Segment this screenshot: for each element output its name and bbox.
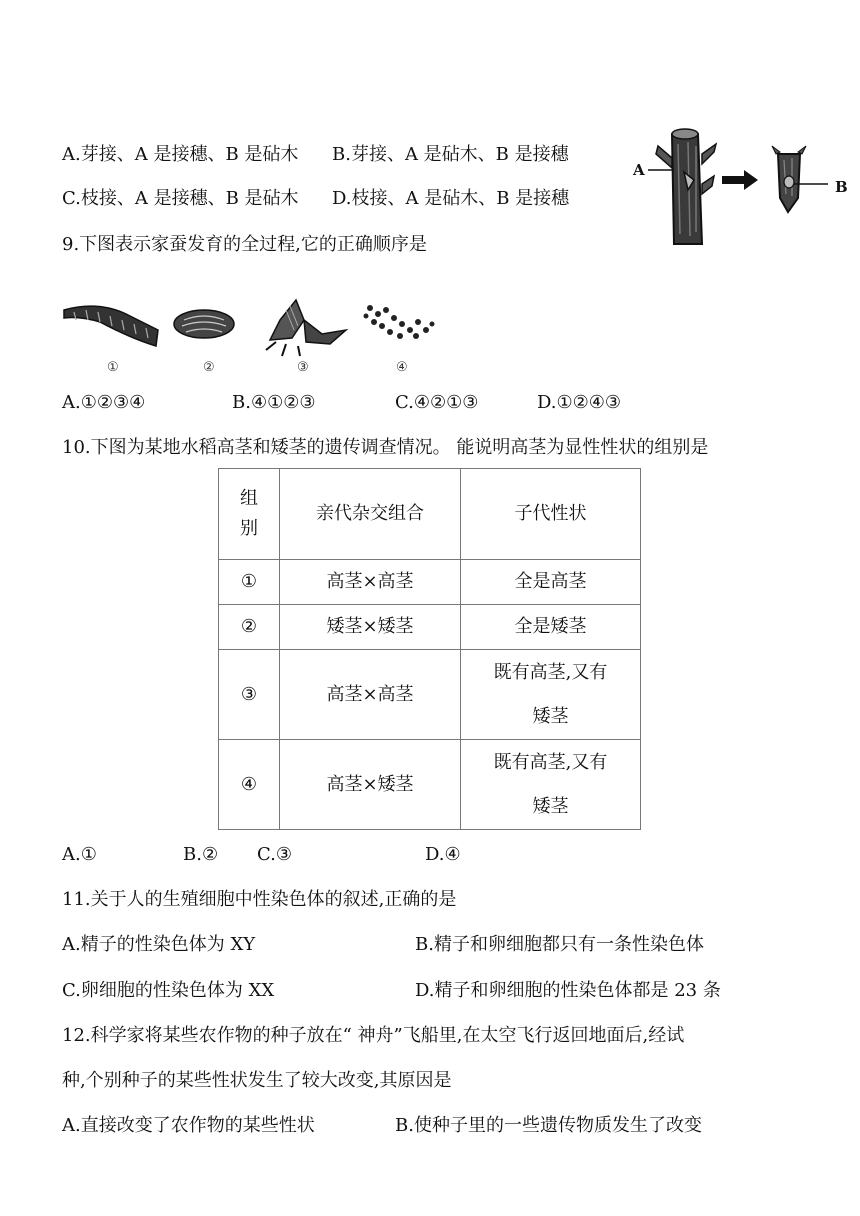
- grafting-figure: [626, 124, 856, 248]
- q8-option-a: A.芽接、A 是接穗、B 是砧木: [62, 144, 299, 165]
- q10-option-d: D.④: [425, 844, 461, 865]
- q10-option-a: A.①: [62, 844, 97, 865]
- q12-question-line1: 12.科学家将某些农作物的种子放在“ 神舟”飞船里,在太空飞行返回地面后,经试: [62, 1025, 685, 1046]
- q11-option-d: D.精子和卵细胞的性染色体都是 23 条: [415, 980, 721, 1001]
- header-cross: 亲代杂交组合: [280, 469, 461, 560]
- q9-option-d: D.①②④③: [537, 392, 622, 413]
- q8-option-c: C.枝接、A 是接穗、B 是砧木: [62, 188, 299, 209]
- q12-option-b: B.使种子里的一些遗传物质发生了改变: [395, 1115, 702, 1136]
- moth-image: [266, 300, 346, 356]
- table-row: ④ 高茎×矮茎 既有高茎,又有 矮茎: [219, 740, 641, 830]
- q11-option-a: A.精子的性染色体为 XY: [62, 934, 256, 955]
- stage-label-3: ③: [297, 360, 309, 375]
- table-row: ③ 高茎×高茎 既有高茎,又有 矮茎: [219, 650, 641, 740]
- q8-option-b: B.芽接、A 是砧木、B 是接穗: [332, 144, 569, 165]
- pupa-image: [174, 310, 234, 338]
- q9-question: 9.下图表示家蚕发育的全过程,它的正确顺序是: [62, 234, 427, 255]
- header-offspring: 子代性状: [461, 469, 641, 560]
- q10-question: 10.下图为某地水稻高茎和矮茎的遗传调查情况。 能说明高茎为显性性状的组别是: [62, 437, 709, 458]
- silkworm-stages-figure: [60, 290, 450, 360]
- q12-question-line2: 种,个别种子的某些性状发生了较大改变,其原因是: [62, 1070, 452, 1091]
- q8-option-d: D.枝接、A 是砧木、B 是接穗: [332, 188, 570, 209]
- eggs-image: [364, 305, 435, 339]
- q10-option-c: C.③: [257, 844, 292, 865]
- figure-label-a: A: [633, 161, 645, 179]
- stage-label-4: ④: [396, 360, 408, 375]
- stage-label-1: ①: [107, 360, 119, 375]
- q11-option-c: C.卵细胞的性染色体为 XX: [62, 980, 275, 1001]
- table-row: ② 矮茎×矮茎 全是矮茎: [219, 605, 641, 650]
- header-group: 组 别: [219, 469, 280, 560]
- q11-option-b: B.精子和卵细胞都只有一条性染色体: [415, 934, 704, 955]
- q10-option-b: B.②: [183, 844, 219, 865]
- stage-label-2: ②: [203, 360, 215, 375]
- q11-question: 11.关于人的生殖细胞中性染色体的叙述,正确的是: [62, 889, 457, 910]
- figure-label-b: B: [835, 178, 848, 196]
- larva-image: [64, 306, 158, 346]
- genetics-table: [218, 468, 641, 830]
- table-row: ① 高茎×高茎 全是高茎: [219, 560, 641, 605]
- q9-option-c: C.④②①③: [395, 392, 479, 413]
- q12-option-a: A.直接改变了农作物的某些性状: [62, 1115, 315, 1136]
- q9-option-b: B.④①②③: [232, 392, 316, 413]
- q9-option-a: A.①②③④: [62, 392, 146, 413]
